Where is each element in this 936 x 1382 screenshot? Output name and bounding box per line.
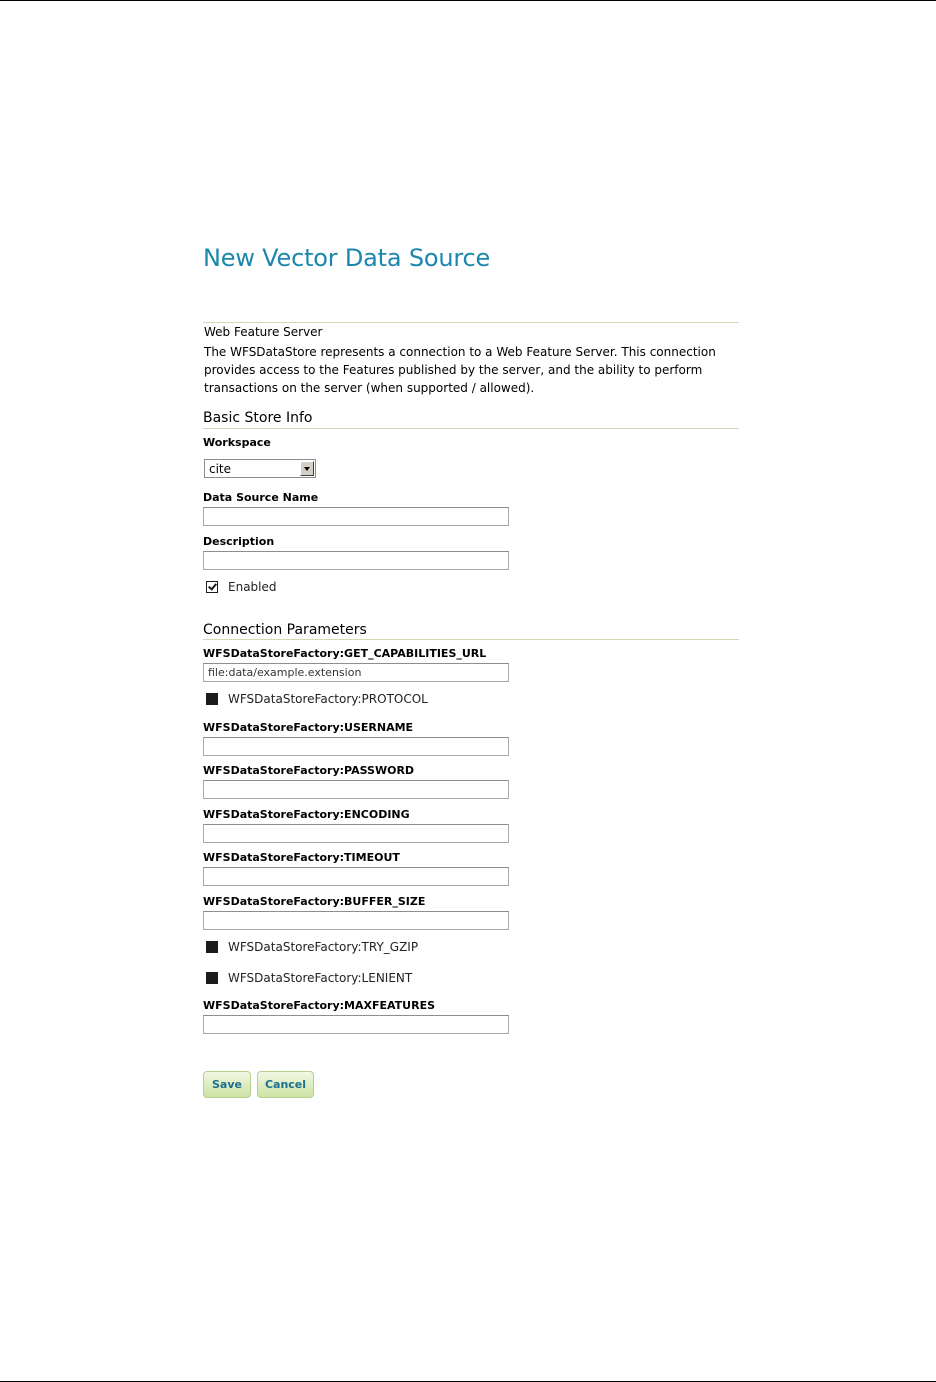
data-source-name-label: Data Source Name [203,491,319,504]
store-type-name: Web Feature Server [204,325,323,339]
maxfeatures-input[interactable] [203,1015,509,1034]
cancel-button[interactable]: Cancel [257,1071,314,1098]
basic-store-info-divider [203,428,739,429]
username-input[interactable] [203,737,509,756]
basic-store-info-heading: Basic Store Info [203,410,313,426]
connection-parameters-heading: Connection Parameters [203,622,367,638]
store-type-description: The WFSDataStore represents a connection to a Web Feature Server. This connection provides access to the Features published by the server, and the ability to perform transactions on the server (when supported / allowed). [204,345,716,395]
try-gzip-checkbox[interactable] [206,941,218,953]
enabled-checkbox[interactable] [206,581,218,593]
protocol-checkbox[interactable] [206,693,218,705]
save-button[interactable]: Save [203,1071,251,1098]
chevron-down-icon[interactable] [300,461,314,476]
description-label: Description [203,535,275,548]
workspace-select[interactable] [204,459,316,478]
buffer-size-label: WFSDataStoreFactory:BUFFER_SIZE [203,895,426,908]
workspace-select-value: cite [209,462,232,476]
data-source-name-input[interactable] [203,507,509,526]
timeout-label: WFSDataStoreFactory:TIMEOUT [203,851,400,864]
get-capabilities-url-label: WFSDataStoreFactory:GET_CAPABILITIES_URL [203,647,487,660]
maxfeatures-label: WFSDataStoreFactory:MAXFEATURES [203,999,436,1012]
password-input[interactable] [203,780,509,799]
username-label: WFSDataStoreFactory:USERNAME [203,721,414,734]
connection-parameters-divider [203,639,739,640]
lenient-checkbox[interactable] [206,972,218,984]
enabled-label: Enabled [228,580,277,594]
timeout-input[interactable] [203,867,509,886]
password-label: WFSDataStoreFactory:PASSWORD [203,764,415,777]
encoding-label: WFSDataStoreFactory:ENCODING [203,808,410,821]
page-top-rule [0,0,936,1]
get-capabilities-url-input[interactable] [203,663,509,682]
workspace-label: Workspace [203,436,271,449]
encoding-input[interactable] [203,824,509,843]
description-input[interactable] [203,551,509,570]
protocol-label: WFSDataStoreFactory:PROTOCOL [228,692,428,706]
try-gzip-label: WFSDataStoreFactory:TRY_GZIP [228,940,419,954]
lenient-label: WFSDataStoreFactory:LENIENT [228,971,413,985]
buffer-size-input[interactable] [203,911,509,930]
page-title: New Vector Data Source [203,244,491,272]
store-type-divider [203,322,739,323]
